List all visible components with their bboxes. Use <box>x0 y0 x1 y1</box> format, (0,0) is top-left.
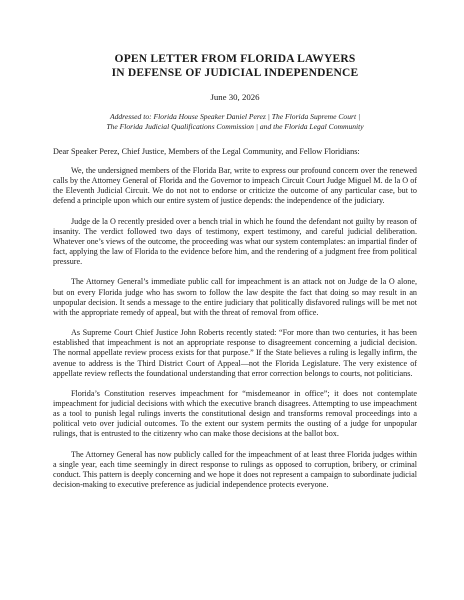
title-line-2: IN DEFENSE OF JUDICIAL INDEPENDENCE <box>111 67 359 79</box>
letter-date: June 30, 2026 <box>210 92 260 102</box>
letter-title <box>53 52 417 80</box>
paragraph-6: The Attorney General has now publicly called for the impeachment of at least three Florida judges within a single year, each time seemingly in direct response to rulings as opposed to corruption, bribery, or criminal conduct. This pattern is deeply concerning and we hope it does not represent a campaign to subordinate judicial decision-making to executive preference as judicial independence protects everyone. <box>53 449 417 490</box>
paragraph-5: Florida’s Constitution reserves impeachment for “misdemeanor in office”; it does not contemplate impeachment for judicial decisions with which the executive branch disagrees. Attempting to use impeachment as a tool to punish legal rulings inverts the constitutional design and transforms removal proceedings into a political veto over judicial outcomes. To the extent our system permits the ousting of a judge for unpopular rulings, that is entrusted to the citizenry who can make those decisions at the ballot box. <box>53 388 417 439</box>
salutation: Dear Speaker Perez, Chief Justice, Members of the Legal Community, and Fellow Floridians: <box>53 147 360 156</box>
paragraph-3: The Attorney General’s immediate public call for impeachment is an attack not on Judge de la O alone, but on every Florida judge who has sworn to follow the law despite the fact that doing so may result in an unpopular decision. It sends a message to the entire judiciary that politically disfavored rulings will be met not with the appropriate remedy of appeal, but with the threat of removal from office. <box>53 277 417 317</box>
paragraph-1: We, the undersigned members of the Florida Bar, write to express our profound concern over the renewed calls by the Attorney General of Florida and the Governor to impeach Circuit Court Judge Miguel M. de la O of the Eleventh Judicial Circuit. We do not not to endorse or criticize the outcome of any particular case, but to defend a principle upon which our entire system of justice depends: the independence of the judiciary. <box>53 166 417 206</box>
paragraph-4: As Supreme Court Chief Justice John Roberts recently stated: “For more than two centuries, it has been established that impeachment is not an appropriate response to disagreement concerning a judicial decision. The normal appellate review process exists for that purpose.” If the State believes a ruling is legally infirm, the avenue to address is the Third District Court of Appeal—not the Florida Legislature. The very existence of appellate review reflects the foundational understanding that error correction belongs to courts, not politicians. <box>53 328 417 378</box>
addressee-line-1: Addressed to: Florida House Speaker Daniel Perez | The Florida Supreme Court | <box>109 112 361 121</box>
title-line-1: OPEN LETTER FROM FLORIDA LAWYERS <box>114 53 356 65</box>
addressee-block <box>53 112 417 132</box>
paragraph-2: Judge de la O recently presided over a bench trial in which he found the defendant not guilty by reason of insanity. The verdict followed two days of testimony, expert testimony, and careful judicial deliberation. Whatever one’s views of the outcome, the proceeding was what our system contemplates: an impartial finder of fact, applying the law of Florida to the evidence before him, and the rendering of a judgment free from political pressure. <box>53 216 417 267</box>
addressee-line-2: The Florida Judicial Qualifications Commission | and the Florida Legal Community <box>106 122 364 131</box>
